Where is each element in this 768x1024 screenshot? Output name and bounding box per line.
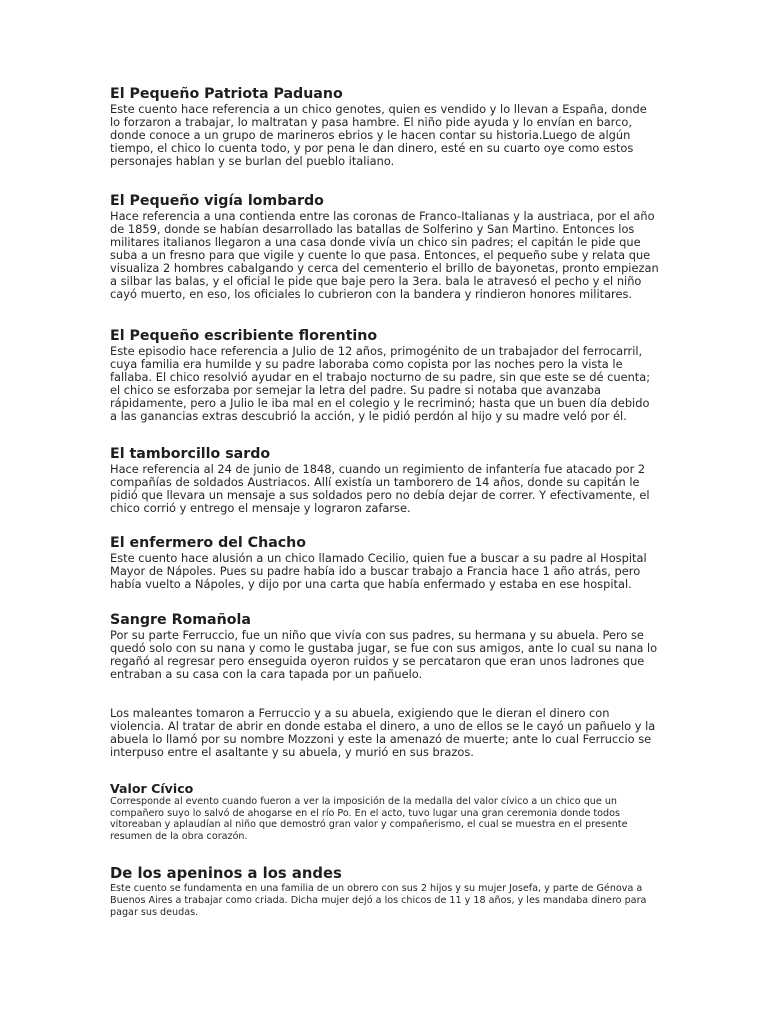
section-title: De los apeninos a los andes (110, 865, 342, 883)
section-paragraph: Este cuento hace referencia a un chico genotes, quien es vendido y lo llevan a España, donde lo forzaron a trabajar, lo maltratan y pasa hambre. El niño pide ayuda y lo envían en barco, donde conoce a un grupo de marineros ebrios y le hacen contar su historia.Luego de algún tiempo, el chico lo cuenta todo, y por pena le dan dinero, esté en su cuarto oye como estos personajes hablan y se burlan del pueblo italiano. (110, 102, 647, 168)
section-title: El Pequeño vigía lombardo (110, 193, 324, 209)
section-title: El Pequeño escribiente florentino (110, 328, 378, 344)
section-paragraph: Corresponde al evento cuando fueron a ver la imposición de la medalla del valor cívico a un chico que un compañero suyo lo salvó de ahogarse en el río Po. En el acto, tuvo lugar una gran ceremonia donde todos vitoreaban y aplaudían al niño que demostró gran valor y compañerismo, el cual se muestra en el presente resumen de la obra corazón. (110, 796, 628, 842)
section-sangre-romanola (110, 612, 660, 759)
section-paragraph: Hace referencia a una contienda entre las coronas de Franco-Italianas y la austriaca, por el año de 1859, donde se habían desarrollado las batallas de Solferino y San Martino. Entonces los militares italianos llegaron a una casa donde vivía un chico sin padres; el capitán le pide que suba a un fresno para que vigile y cuente lo que pasa. Entonces, el pequeño sube y relata que visualiza 2 hombres cabalgando y cerca del cementerio el brillo de bayonetas, pronto empiezan a silbar las balas, y el oficial le pide que baje pero la 3era. bala le atravesó el pecho y el niño cayó muerto, en eso, los oficiales lo cubrieron con la bandera y rindieron honores militares. (110, 209, 659, 301)
section-patriota-paduano (110, 86, 660, 168)
section-vigia-lombardo (110, 193, 660, 301)
section-paragraph: Hace referencia al 24 de junio de 1848, cuando un regimiento de infantería fue atacado por 2 compañías de soldados Austriacos. Allí existía un tamborero de 14 años, donde su capitán le pidió que llevara un mensaje a sus soldados pero no debía dejar de correr. Y efectivamente, el chico corrió y entrego el mensaje y lograron zafarse. (110, 462, 650, 515)
section-paragraph: Este episodio hace referencia a Julio de 12 años, primogénito de un trabajador del ferrocarril, cuya familia era humilde y su padre laboraba como copista por las noches pero la vista le fallaba. El chico resolvió ayudar en el trabajo nocturno de su padre, sin que este se dé cuenta; el chico se esforzaba por semejar la letra del padre. Su padre si notaba que avanzaba rápidamente, pero a Julio le iba mal en el colegio y le recriminó; hasta que un buen día debido a las ganancias extras descubrió la acción, y le pidió perdón al hijo y su madre veló por él. (110, 344, 651, 423)
section-apeninos-andes (110, 865, 660, 918)
section-paragraph: Los maleantes tomaron a Ferruccio y a su abuela, exigiendo que le dieran el dinero con violencia. Al tratar de abrir en donde estaba el dinero, a uno de ellos se le cayó un pañuelo y la abuela lo llamó por su nombre Mozzoni y este la amenazó de muerte; ante lo cual Ferruccio se interpuso entre el asaltante y su abuela, y murió en sus brazos. (110, 706, 656, 759)
section-paragraph: Este cuento hace alusión a un chico llamado Cecilio, quien fue a buscar a su padre al Hospital Mayor de Nápoles. Pues su padre había ido a buscar trabajo a Francia hace 1 año atrás, pero había vuelto a Nápoles, y dijo por una carta que había enfermado y estaba en ese hospital. (110, 551, 647, 591)
section-title: El tamborcillo sardo (110, 446, 271, 462)
section-title: El Pequeño Patriota Paduano (110, 86, 343, 102)
section-tamborcillo-sardo (110, 446, 660, 515)
section-title: Sangre Romañola (110, 612, 251, 628)
section-paragraph: Por su parte Ferruccio, fue un niño que vivía con sus padres, su hermana y su abuela. Pero se quedó solo con su nana y como le gustaba jugar, se fue con sus amigos, ante lo cual su nana lo regañó al regresar pero enseguida oyeron ruidos y se percataron que eran unos ladrones que entraban a su casa con la cara tapada por un pañuelo. (110, 628, 658, 681)
section-valor-civico (110, 781, 660, 842)
section-paragraph: Este cuento se fundamenta en una familia de un obrero con sus 2 hijos y su mujer Josefa, y parte de Génova a Buenos Aires a trabajar como criada. Dicha mujer dejó a los chicos de 11 y 18 años, y les mandaba dinero para pagar sus deudas. (110, 883, 647, 918)
section-enfermero-chacho (110, 535, 660, 591)
section-title: Valor Cívico (110, 781, 194, 796)
section-escribiente-florentino (110, 328, 660, 423)
section-title: El enfermero del Chacho (110, 535, 307, 551)
document-page (110, 86, 660, 918)
